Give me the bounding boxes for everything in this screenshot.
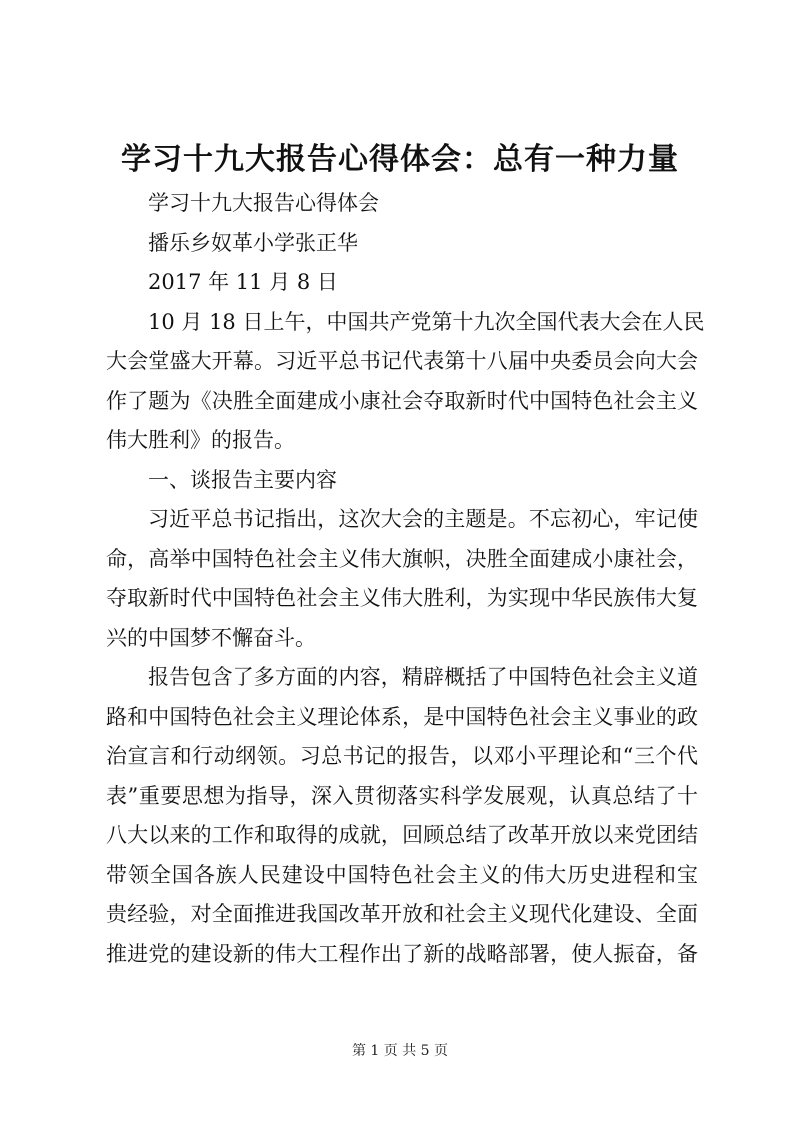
paragraph-1-line-2: 大会堂盛大开幕。习近平总书记代表第十八届中央委员会向大会 (106, 349, 698, 373)
paragraph-3-line-7: 贵经验，对全面推进我国改革开放和社会主义现代化建设、全面 (106, 902, 698, 926)
section-heading-1: 一、谈报告主要内容 (148, 467, 337, 492)
paragraph-3-line-4: 表”重要思想为指导，深入贯彻落实科学发展观，认真总结了十 (106, 783, 698, 808)
paragraph-3-line-3: 治宣言和行动纲领。习总书记的报告，以邓小平理论和“三个代 (106, 744, 698, 768)
author-line: 播乐乡奴革小学张正华 (148, 230, 358, 255)
paragraph-2-line-3: 夺取新时代中国特色社会主义伟大胜利，为实现中华民族伟大复 (106, 586, 698, 610)
paragraph-2-line-2: 命，高举中国特色社会主义伟大旗帜，决胜全面建成小康社会， (106, 546, 698, 571)
paragraph-3-line-1: 报告包含了多方面的内容，精辟概括了中国特色社会主义道 (148, 665, 698, 689)
paragraph-3-line-2: 路和中国特色社会主义理论体系，是中国特色社会主义事业的政 (106, 704, 698, 729)
document-body (106, 184, 705, 974)
paragraph-3-line-6: 带领全国各族人民建设中国特色社会主义的伟大历史进程和宝 (106, 862, 698, 887)
paragraph-2-line-4: 兴的中国梦不懈奋斗。 (106, 625, 316, 650)
page-number-footer: 第 1 页 共 5 页 (351, 1043, 449, 1059)
paragraph-3-line-8: 推进党的建设新的伟大工程作出了新的战略部署，使人振奋，备 (106, 941, 698, 966)
paragraph-1-line-1: 10 月 18 日上午，中国共产党第十九次全国代表大会在人民 (148, 309, 705, 334)
document-title: 学习十九大报告心得体会：总有一种力量 (121, 142, 679, 177)
subtitle-line: 学习十九大报告心得体会 (148, 191, 379, 215)
paragraph-3-line-5: 八大以来的工作和取得的成就，回顾总结了改革开放以来党团结 (106, 823, 698, 847)
paragraph-2-line-1: 习近平总书记指出，这次大会的主题是。不忘初心，牢记使 (148, 507, 698, 531)
paragraph-1-line-4: 伟大胜利》的报告。 (106, 428, 295, 452)
paragraph-1-line-3: 作了题为《决胜全面建成小康社会夺取新时代中国特色社会主义 (106, 388, 698, 413)
date-line: 2017 年 11 月 8 日 (148, 270, 338, 294)
